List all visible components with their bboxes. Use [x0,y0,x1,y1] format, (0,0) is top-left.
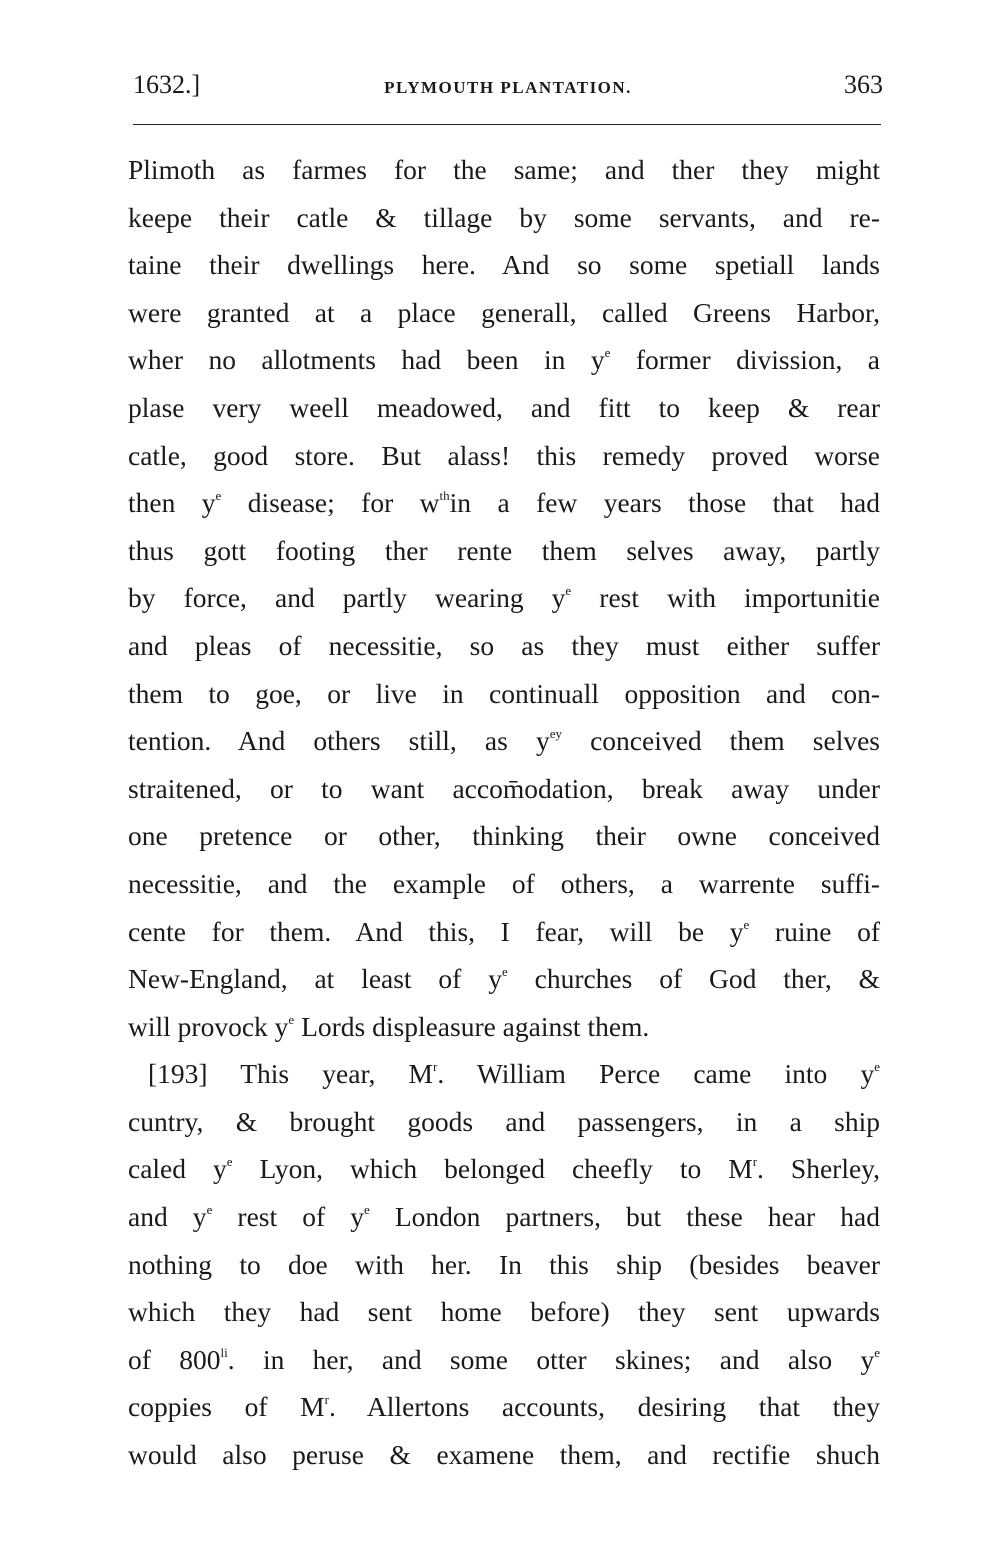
text-segment: will provock y [128,1010,289,1042]
text-segment: tention. And others still, as y [128,725,550,757]
text-segment: of 800 [128,1343,221,1375]
text-segment: one pretence or other, thinking their owne conceived [128,820,880,852]
text-segment: and pleas of necessitie, so as they must either suffer [128,629,880,661]
text-line [128,527,880,575]
text-segment: . in her, and some otter skines; and also y [227,1343,875,1375]
text-segment: thus gott footing ther rente them selves away, partly [128,534,880,566]
text-segment: then y [128,487,216,519]
superscript: th [439,488,450,504]
superscript: r [433,1059,438,1075]
superscript: e [874,1344,880,1360]
text-line [128,670,880,718]
text-segment: coppies of M [128,1391,325,1423]
header-year: 1632.] [133,70,201,99]
text-segment: taine their dwellings here. And so some spetiall lands [128,249,880,281]
text-segment: would also peruse & examene them, and rectifie shuch [128,1439,880,1471]
text-line [128,432,880,480]
superscript: e [288,1011,295,1027]
running-header [133,70,883,110]
text-line [128,1003,880,1051]
text-segment: straitened, or to want accom̄odation, break away under [128,772,880,804]
superscript: ey [549,726,562,742]
text-line [128,908,880,956]
superscript: e [226,1154,233,1170]
text-line [128,717,880,765]
text-segment: rest with importunitie [571,582,880,614]
text-segment: necessitie, and the example of others, a warrente suffi- [128,867,880,899]
text-line [128,765,880,813]
superscript: r [324,1392,329,1408]
text-segment: cuntry, & brought goods and passengers, in a ship [128,1105,880,1137]
text-line [128,860,880,908]
superscript: e [743,916,750,932]
superscript: e [874,1059,880,1075]
text-segment: Plimoth as farmes for the same; and ther they might [128,154,880,185]
text-line [128,384,880,432]
superscript: r [752,1154,758,1170]
text-segment: [193] This year, M [148,1058,434,1090]
superscript: e [206,1202,213,1218]
text-segment: disease; for w [221,487,440,519]
text-segment: were granted at a place generall, called Greens Harbor, [128,296,880,328]
text-line [128,146,880,194]
superscript: e [363,1202,370,1218]
text-line [128,955,880,1003]
text-line [128,622,880,670]
text-segment: churches of God ther, & [507,963,880,995]
text-segment: Lyon, which belonged cheefly to M [232,1153,753,1185]
text-line [128,1145,880,1193]
superscript: li [220,1344,228,1360]
text-segment: them to goe, or live in continuall opposition and con- [128,677,880,709]
text-line [128,1336,880,1384]
text-line [128,241,880,289]
superscript: e [501,964,508,980]
superscript: e [215,488,222,504]
text-line [128,1241,880,1289]
text-segment: plase very weell meadowed, and fitt to keep & rear [128,391,880,423]
text-segment: cente for them. And this, I fear, will be y [128,915,744,947]
text-segment: New-England, at least of y [128,963,502,995]
text-line [128,574,880,622]
text-line [128,1050,880,1098]
superscript: e [604,345,611,361]
text-segment: . Allertons accounts, desiring that they [328,1391,881,1423]
text-segment: London partners, but these hear had [369,1201,880,1233]
text-line [128,812,880,860]
page-body [128,146,880,1479]
text-segment: former divission, a [610,344,880,376]
header-title: PLYMOUTH PLANTATION. [384,78,632,97]
superscript: e [565,583,572,599]
text-segment: ruine of [749,915,880,947]
text-line [128,194,880,242]
text-segment: . William Perce came into y [437,1058,875,1090]
text-segment: rest of y [212,1201,364,1233]
header-rule [133,124,881,125]
text-segment: wher no allotments had been in y [128,344,605,376]
text-segment: by force, and partly wearing y [128,582,566,614]
text-segment: which they had sent home before) they sent upwards [128,1296,880,1328]
page-number: 363 [844,70,883,99]
text-line [128,289,880,337]
text-line [128,1431,880,1479]
text-line [128,1383,880,1431]
text-line [128,1193,880,1241]
text-segment: keepe their catle & tillage by some servants, and re- [128,201,880,233]
text-line [128,1098,880,1146]
text-segment: . Sherley, [757,1153,881,1185]
text-segment: Lords displeasure against them. [294,1010,650,1042]
text-line [128,479,880,527]
text-segment: caled y [128,1153,227,1185]
text-line [128,336,880,384]
text-segment: catle, good store. But alass! this remedy proved worse [128,439,880,471]
text-segment: conceived them selves [561,725,880,757]
text-segment: in a few years those that had [449,487,880,519]
text-line [128,1288,880,1336]
text-segment: nothing to doe with her. In this ship (besides beaver [128,1248,880,1280]
text-segment: and y [128,1201,207,1233]
